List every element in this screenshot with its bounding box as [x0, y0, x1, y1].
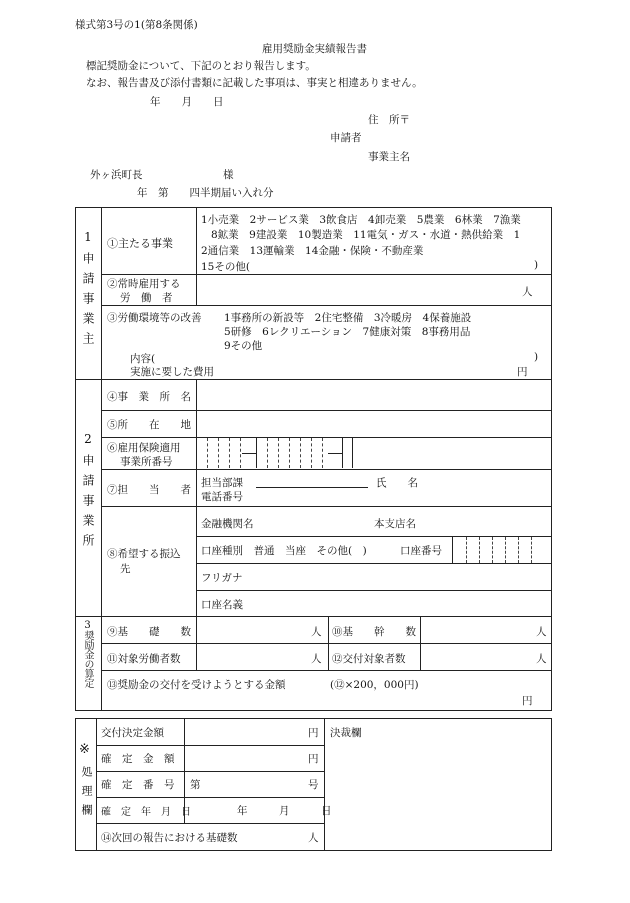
processing-label: 処理欄	[80, 766, 93, 823]
insurance-label-1: ⑥雇用保険適用	[107, 442, 181, 454]
addressee: 外ヶ浜町長	[90, 169, 143, 181]
next-base-count-unit: 人	[308, 832, 319, 844]
confirmed-number-prefix: 第	[190, 779, 201, 791]
owner-name-label[interactable]: 事業主名	[368, 151, 410, 163]
form-number: 様式第3号の1(第8条関係)	[75, 19, 198, 31]
furigana-label[interactable]: フリガナ	[201, 572, 243, 584]
improvement-label: ③労働環境等の改善	[107, 312, 202, 324]
industry-line-2[interactable]: 8鉱業 9建設業 10製造業 11電気・ガス・水道・熱供給業 1	[211, 229, 521, 241]
grant-targets-label: ⑫交付対象者数	[332, 653, 406, 665]
improvement-line-1[interactable]: 1事務所の新設等 2住宅整備 3冷暖房 4保養施設	[224, 312, 472, 324]
branch-label[interactable]: 本支店名	[374, 518, 416, 530]
account-type-label[interactable]: 口座種別 普通 当座 その他( )	[201, 545, 367, 557]
office-name-label: ④事 業 所 名	[107, 391, 191, 403]
main-business-label: ①主たる事業	[107, 237, 173, 250]
section-3-label: 3奨励金の算定	[82, 620, 93, 688]
core-count-label: ⑩基 幹 数	[332, 626, 416, 638]
contact-person-label: ⑦担 当 者	[107, 484, 191, 496]
form-title: 雇用奨励金実績報告書	[262, 43, 367, 55]
decision-amount-unit: 円	[308, 727, 319, 739]
cost-unit: 円	[517, 366, 528, 378]
bank-label-1: ⑧希望する振込	[107, 548, 181, 560]
target-workers-label: ⑪対象労働者数	[107, 653, 181, 665]
confirmed-date-value: 年 月 日	[237, 805, 332, 817]
applicant-label: 申請者	[330, 132, 362, 144]
grant-amount-label: ⑬奨励金の交付を受けようとする金額	[107, 679, 286, 691]
report-date[interactable]: 年 月 日	[150, 96, 224, 108]
employees-label-1: ②常時雇用する	[107, 278, 181, 290]
intro-line-1: 標記奨励金について、下記のとおり報告します。	[86, 60, 316, 72]
decision-amount-label: 交付決定金額	[101, 727, 164, 739]
confirmed-number-suffix: 号	[308, 779, 319, 791]
grant-formula: (⑫×200，000円)	[330, 679, 419, 691]
bank-name-label[interactable]: 金融機関名	[201, 518, 254, 530]
industry-line-3[interactable]: 2通信業 13運輸業 14金融・保険・不動産業	[201, 245, 424, 257]
confirmed-amount-unit: 円	[308, 753, 319, 765]
grant-targets-unit: 人	[536, 653, 547, 665]
employees-label-2: 労 働 者	[120, 292, 173, 304]
account-number-label: 口座番号	[400, 545, 442, 557]
next-base-count-label: ⑭次回の報告における基礎数	[101, 832, 238, 844]
cost-label[interactable]: 実施に要した費用	[130, 366, 214, 378]
section-1-label: 1申請事業主	[81, 230, 95, 352]
account-holder-label[interactable]: 口座名義	[201, 599, 243, 611]
industry-line-1[interactable]: 1小売業 2サービス業 3飲食店 4卸売業 5農業 6林業 7漁業	[201, 214, 521, 226]
grant-amount-unit: 円	[522, 695, 533, 707]
base-count-unit: 人	[311, 626, 322, 638]
bank-label-2: 先	[120, 563, 131, 575]
employees-unit: 人	[522, 286, 533, 298]
improvement-line-3[interactable]: 9その他	[224, 340, 263, 352]
industry-other[interactable]: 15その他(	[201, 261, 250, 273]
department-label: 担当部課	[201, 477, 243, 489]
address-label[interactable]: 住 所〒	[368, 114, 410, 126]
department-input-line[interactable]	[256, 487, 368, 488]
content-close: )	[534, 351, 539, 363]
reporting-period[interactable]: 年 第 四半期届い入れ分	[137, 187, 274, 199]
confirmed-amount-label: 確 定 金 額	[101, 753, 175, 765]
base-count-label: ⑨基 礎 数	[107, 626, 191, 638]
section-2-label: 2申請事業所	[81, 432, 95, 554]
intro-line-2: なお、報告書及び添付書類に記載した事項は、事実と相違ありません。	[86, 77, 423, 89]
approval-label: 決裁欄	[330, 727, 362, 739]
confirmed-date-label: 確 定 年 月 日	[101, 807, 191, 818]
industry-other-close: )	[534, 259, 539, 271]
processing-mark: ※	[79, 742, 90, 757]
insurance-label-2: 事業所番号	[120, 456, 173, 468]
content-label[interactable]: 内容(	[130, 353, 156, 365]
core-count-unit: 人	[536, 626, 547, 638]
location-label: ⑤所 在 地	[107, 419, 191, 431]
phone-label: 電話番号	[201, 491, 243, 503]
target-workers-unit: 人	[311, 653, 322, 665]
improvement-line-2[interactable]: 5研修 6レクリエーション 7健康対策 8事務用品	[224, 326, 471, 338]
contact-name-label: 氏 名	[376, 477, 418, 489]
addressee-honorific: 様	[223, 169, 234, 181]
confirmed-number-label: 確 定 番 号	[101, 779, 175, 791]
